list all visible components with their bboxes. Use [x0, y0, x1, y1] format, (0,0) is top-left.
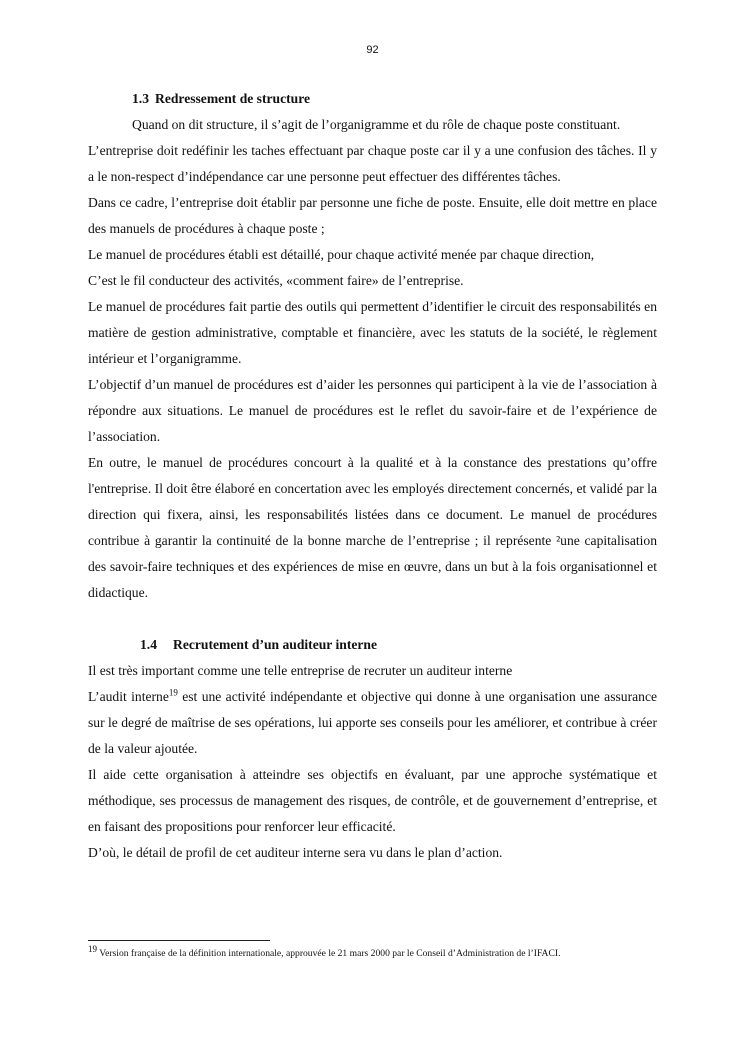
- page-content: [88, 86, 657, 866]
- footnote-number: 19: [88, 943, 97, 954]
- footnote-separator: [88, 940, 270, 941]
- paragraph: L’entreprise doit redéfinir les taches effectuant par chaque poste car il y a une confusion des tâches. Il y a le non-respect d’indépendance car une personne peut effectuer des différentes tâches.: [88, 143, 657, 184]
- section-title: Recrutement d’un auditeur interne: [173, 637, 378, 652]
- audit-definition-text: est une activité indépendante et objective qui donne à une organisation une assurance sur le degré de maîtrise de ses opérations, lui apporte ses conseils pour les améliorer, et contribue à créer de la valeur ajoutée.: [88, 689, 658, 756]
- paragraph-audit-definition: [88, 684, 657, 762]
- paragraph: Le manuel de procédures fait partie des outils qui permettent d’identifier le circuit des responsabilités en matière de gestion administrative, comptable et financière, avec les statuts de la société, le règlement intérieur et l’organigramme.: [88, 299, 657, 366]
- section-heading-1-4: [88, 632, 657, 658]
- footnote-reference[interactable]: 19: [168, 687, 178, 698]
- paragraph: Quand on dit structure, il s’agit de l’organigramme et du rôle de chaque poste constituant.: [132, 117, 621, 132]
- footnote-text: Version française de la définition internationale, approuvée le 21 mars 2000 par le Conseil d’Administration de l’IFACI.: [97, 948, 561, 959]
- section-title: Redressement de structure: [155, 91, 311, 106]
- section-number: 1.3: [132, 91, 149, 106]
- footnote: [88, 943, 688, 960]
- paragraph: C’est le fil conducteur des activités, «comment faire» de l’entreprise.: [88, 273, 464, 288]
- paragraph: L’objectif d’un manuel de procédures est d’aider les personnes qui participent à la vie de l’association à répondre aux situations. Le manuel de procédures est le reflet du savoir-faire et de l’expérience de l’association.: [88, 377, 657, 444]
- paragraph: Dans ce cadre, l’entreprise doit établir par personne une fiche de poste. Ensuite, elle doit mettre en place des manuels de procédures à chaque poste ;: [88, 195, 657, 236]
- paragraph: En outre, le manuel de procédures concourt à la qualité et à la constance des prestations qu’offre l'entreprise. Il doit être élaboré en concertation avec les employés directement concernés, et validé par la direction qui fixera, ainsi, les responsabilités listées dans ce document. Le manuel de procédures contribue à garantir la continuité de la bonne marche de l’entreprise ; il représente ²une capitalisation des savoir-faire techniques et des expériences de mise en œuvre, dans un but à la fois organisationnel et didactique.: [88, 455, 657, 600]
- page-number: 92: [366, 44, 379, 56]
- section-heading-1-3: [88, 86, 657, 112]
- audit-term: L’audit interne: [88, 689, 169, 704]
- paragraph: Le manuel de procédures établi est détaillé, pour chaque activité menée par chaque direction,: [88, 247, 595, 262]
- paragraph: Il est très important comme une telle entreprise de recruter un auditeur interne: [88, 663, 513, 678]
- paragraph: D’où, le détail de profil de cet auditeur interne sera vu dans le plan d’action.: [88, 845, 503, 860]
- section-number: 1.4: [140, 637, 157, 652]
- paragraph: Il aide cette organisation à atteindre ses objectifs en évaluant, par une approche systématique et méthodique, ses processus de management des risques, de contrôle, et de gouvernement d’entreprise, et en faisant des propositions pour renforcer leur efficacité.: [88, 767, 657, 834]
